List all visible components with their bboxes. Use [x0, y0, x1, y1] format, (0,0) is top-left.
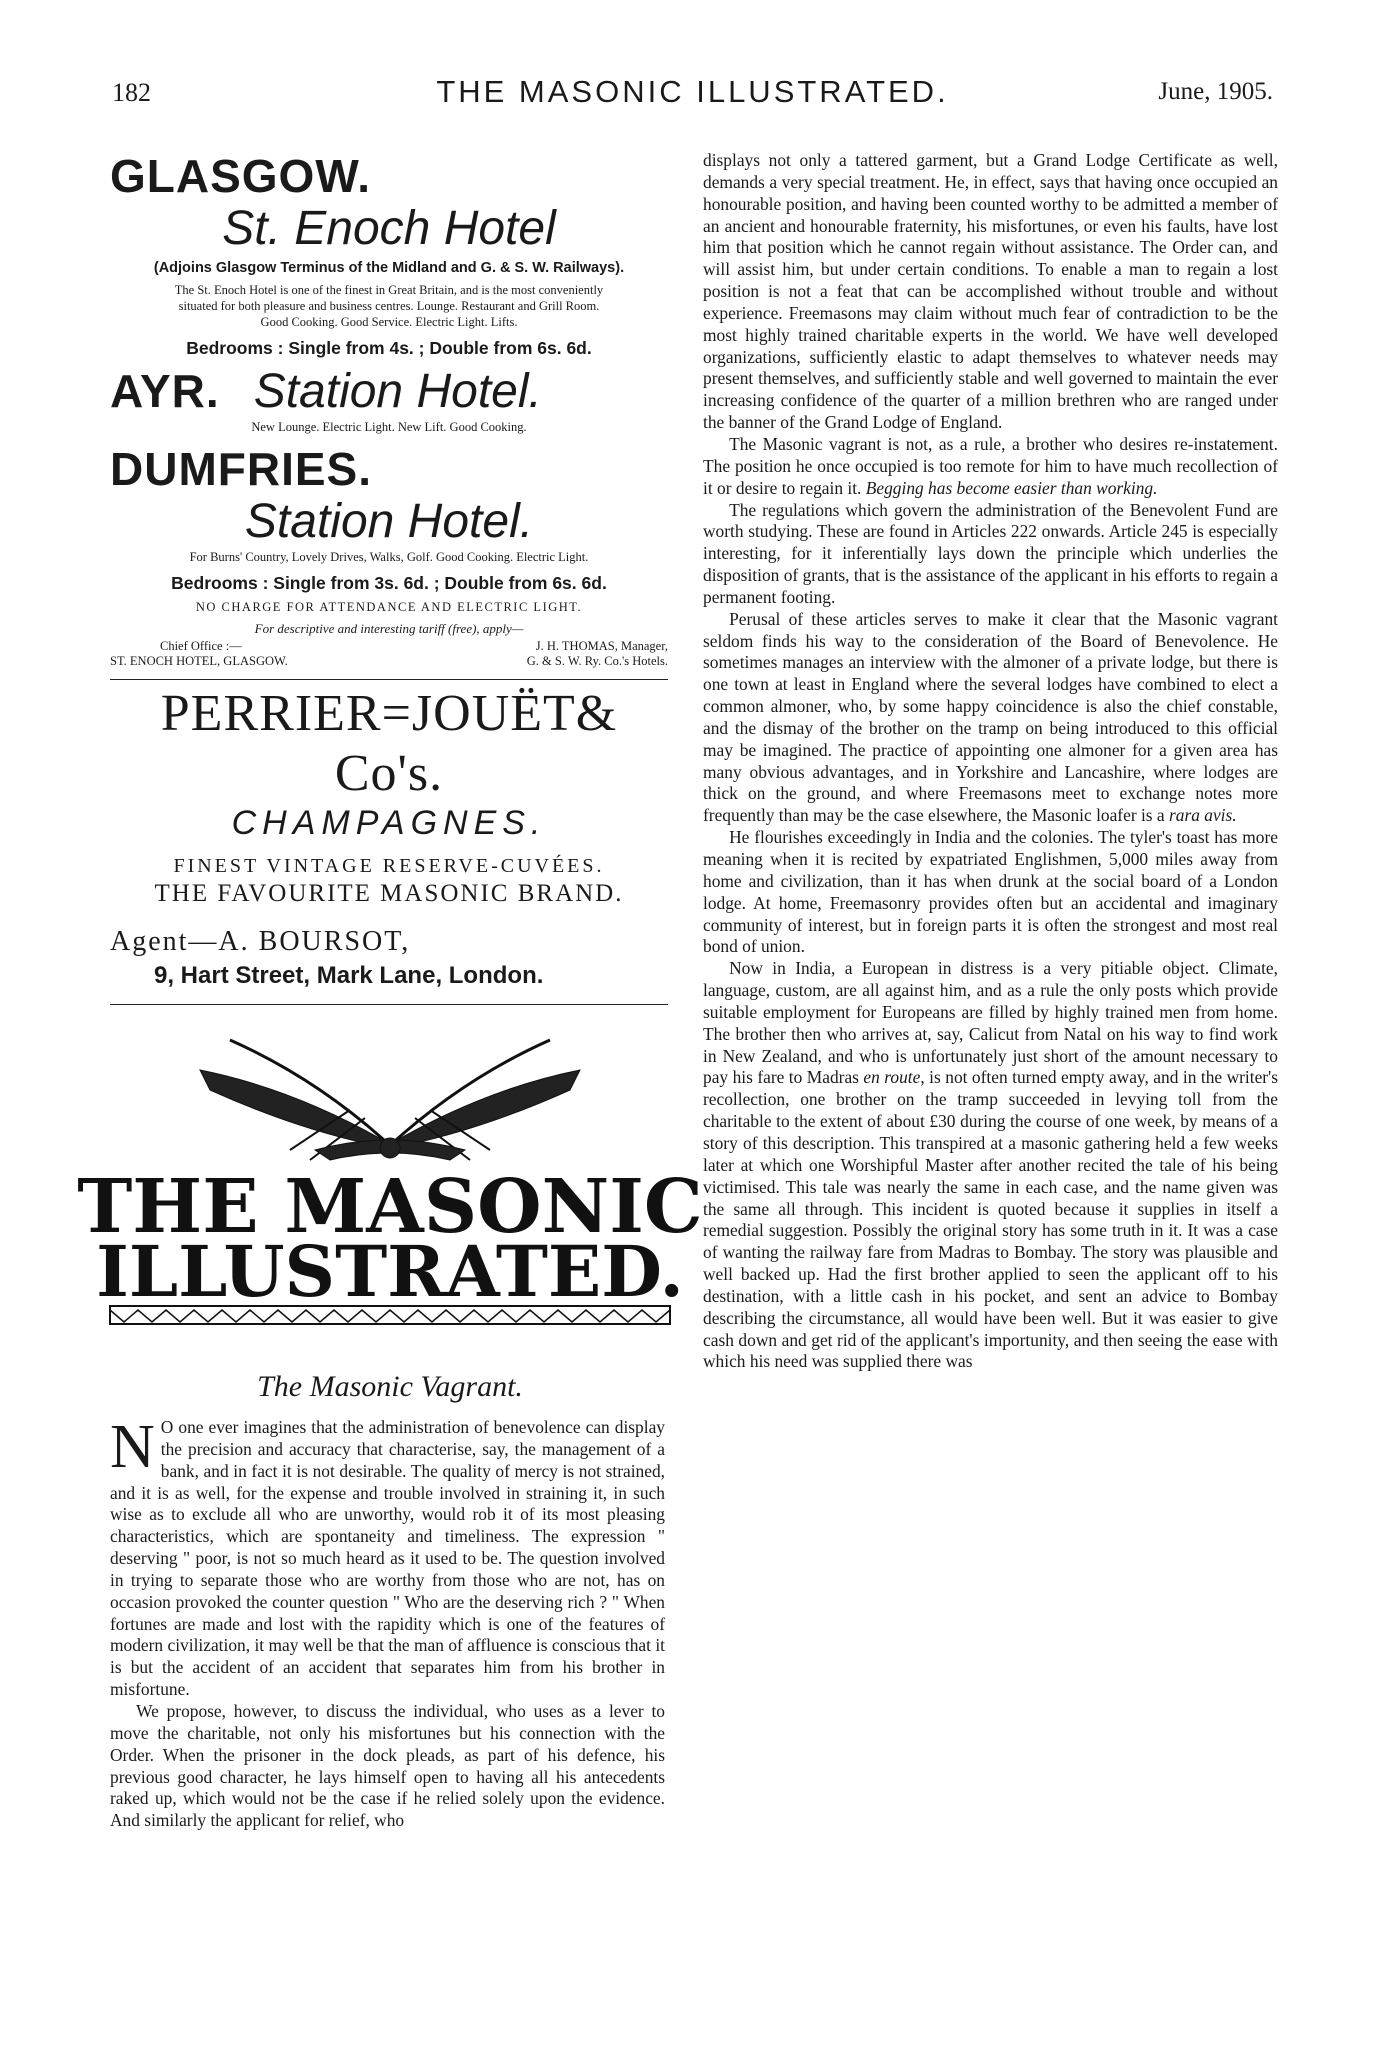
agent-name: Agent—A. BOURSOT,: [110, 926, 411, 957]
dumfries-bedrooms: Bedrooms : Single from 3s. 6d. ; Double from 6s. 6d.: [171, 573, 607, 593]
chief-office: ST. ENOCH HOTEL, GLASGOW.: [110, 654, 288, 668]
article-paragraph: We propose, however, to discuss the individual, who uses as a lever to move the charitable, not only his misfortunes but his connection with the Order. When the prisoner in the dock pleads, as part of his defence, his previous good character, he lays himself open to having all his antecedents raked up, which would not be the case if he relied solely upon the evidence. And similarly the applicant for relief, who: [110, 1700, 665, 1831]
article-paragraph: He flourishes exceedingly in India and the colonies. The tyler's toast has more meaning when it is recited by expatriated Englishmen, 5,000 miles away from home and civilization, than it has when drunk at the social board of a London lodge. At home, Freemasonry provides often but an accidental and imaginary community of interest, but in foreign parts it is often the strongest and most real bond of union.: [703, 827, 1278, 957]
st-enoch-hotel-name: St. Enoch Hotel: [222, 202, 556, 255]
masthead-emblem: [77, 1000, 703, 1330]
manager-company: G. & S. W. Ry. Co.'s Hotels.: [526, 654, 668, 668]
drop-cap: N: [110, 1413, 155, 1481]
adjoins-note: (Adjoins Glasgow Terminus of the Midland and G. & S. W. Railways).: [153, 260, 625, 276]
article-paragraph: The Masonic vagrant is not, as a rule, a brother who desires re-instatement. The position he once occupied is too remote for him to have much recollection of it or desire to regain it. Begging has become easier than working.: [703, 433, 1278, 498]
ayr-hotel-name: Station Hotel.: [253, 365, 542, 418]
glasgow-heading: GLASGOW.: [110, 150, 371, 202]
publication-title: THE MASONIC ILLUSTRATED.: [436, 74, 949, 109]
ayr-heading: AYR.: [110, 365, 220, 417]
masthead-line-2: ILLUSTRATED.: [96, 1230, 684, 1313]
ayr-row: [110, 365, 668, 419]
article-paragraph: displays not only a tattered garment, but a Grand Lodge Certificate as well, demands a very special treatment. He, in effect, says that having once occupied an honourable position, and having been counted worthy to be admitted a member of an ancient and honourable fraternity, his misfortunes, or even his faults, have lost him that position which he cannot regain without assistance. The Order can, and will assist him, but under certain conditions. To enable a man to regain a lost position is not a feat that can be accomplished without trouble and without experience. Freemasons may claim without much fear of contradiction to be the most highly trained charitable experts in the world. We have well developed organizations, sufficiently elastic to adapt themselves to whatever needs may present themselves, and sufficiently stable and well governed to maintain the ever increasing confidence of the quarter of a million brethren who are ranged under the banner of the Grand Lodge of England.: [703, 150, 1278, 433]
glasgow-desc-2: situated for both pleasure and business centres. Lounge. Restaurant and Grill Room.: [178, 299, 600, 313]
tagline-vintage: FINEST VINTAGE RESERVE-CUVÉES.: [173, 855, 605, 877]
running-header: [0, 70, 1385, 110]
article-paragraph: Now in India, a European in distress is a very pitiable object. Climate, language, custom, are all against him, and as a rule the only posts which provide suitable employment for Europeans are filled by highly trained men from home. The brother then who arrives at, say, Calicut from Natal on his way to find work in New Zealand, and who is unfortunately just short of the amount necessary to pay his fare to Madras en route, is not often turned empty away, and in the writer's recollection, one brother on the tramp succeeded in levying toll from the charitable to the extent of about £30 during the course of one week, by means of a story of this description. This transpired at a masonic gathering held a few weeks later at which one Worshipful Master after another recited the tale of his being victimised. This tale was nearly the same in each case, and the name given was the same all through. This incident is quoted because it supplies in itself a remedial suggestion. Possibly the original story has some truth in it. It was a case of wanting the railway fare from Madras to Bombay. The story was plausible and well backed up. Had the first brother applied to seen the applicant off to his destination, with a little cash in his pocket, and sent an advice to Bombay describing the circumstance, all would have been well. But it was easier to give cash down and get rid of the applicant's importunity, and then seeing the ease with which his need was supplied there was: [703, 958, 1278, 1372]
champagne-advert: [110, 684, 668, 1005]
article-paragraph: N O one ever imagines that the administration of benevolence can display the precision and accuracy that characterise, say, the management of a bank, and in fact it is not desirable. The quality of mercy is not strained, and it is as well, for the expense and trouble involved in straining it, in such wise as to exclude all who are unworthy, would rob it of its most pleasing characteristics, which are spontaneity and timeliness. The expression " deserving " poor, is not so much heard as it used to be. The question involved in trying to separate those who are worthy from those who are not, has on occasion provoked the counter question " Who are the deserving rich ? " When fortunes are made and lost with the rapidity which is one of the features of modern civilization, it may well be that the man of affluence is conscious that it is but the accident of an accident that separates him from his brother in misfortune.: [110, 1413, 665, 1700]
no-charge-note: NO CHARGE FOR ATTENDANCE AND ELECTRIC LIGHT.: [195, 600, 583, 614]
ayr-desc: New Lounge. Electric Light. New Lift. Good Cooking.: [251, 420, 527, 434]
divider: [110, 679, 668, 680]
hotel-advert: [110, 150, 668, 680]
champagnes-heading: CHAMPAGNES.: [231, 804, 547, 842]
agent-address: 9, Hart Street, Mark Lane, London.: [154, 962, 544, 989]
perrier-jouet-brand: PERRIER=JOUËT& Co's.: [160, 685, 618, 802]
chief-office-label: Chief Office :—: [160, 639, 242, 653]
manager-name: J. H. THOMAS, Manager,: [535, 639, 668, 653]
quill-pens-icon: [200, 1040, 580, 1160]
glasgow-desc-1: The St. Enoch Hotel is one of the finest in Great Britain, and is the most conveniently: [174, 283, 604, 297]
page-number: 182: [112, 78, 151, 107]
tariff-note: For descriptive and interesting tariff (free), apply—: [254, 621, 524, 636]
article-right-column: [703, 150, 1278, 1373]
article-paragraph: The regulations which govern the administration of the Benevolent Fund are worth studying. These are found in Articles 222 onwards. Article 245 is especially interesting, for it inferentially lays down the principle which underlies the disposition of grants, that is the assistance of the applicant in his efforts to regain a permanent footing.: [703, 499, 1278, 607]
masthead-line-1: THE MASONIC: [77, 1164, 703, 1250]
glasgow-bedrooms: Bedrooms : Single from 4s. ; Double from 6s. 6d.: [186, 338, 592, 358]
dumfries-heading: DUMFRIES.: [110, 443, 372, 495]
dumfries-hotel-name: Station Hotel.: [244, 495, 534, 548]
advertisements: [110, 150, 668, 1009]
issue-date: June, 1905.: [1158, 78, 1273, 105]
glasgow-desc-3: Good Cooking. Good Service. Electric Light. Lifts.: [260, 315, 518, 329]
article-left-column: [110, 1413, 665, 1832]
article-paragraph: Perusal of these articles serves to make it clear that the Masonic vagrant seldom finds his way to the consideration of the Board of Benevolence. He sometimes manages an interview with the almoner of a private lodge, but there is one town at least in England where the several lodges have combined to elect a common almoner, who, by some happy coincidence is also the chief constable, and the dismay of the brother on the tramp on being introduced to this official may be imagined. The practice of appointing one almoner for a given area has many obvious advantages, and in Yorkshire and Lancashire, where lodges are thick on the ground, and where Freemasons meet to exchange notes more frequently than may be the case elsewhere, the Masonic loafer is a rara avis.: [703, 608, 1278, 826]
article-title: The Masonic Vagrant.: [257, 1370, 523, 1403]
tagline-masonic-brand: THE FAVOURITE MASONIC BRAND.: [154, 880, 624, 907]
dumfries-desc: For Burns' Country, Lovely Drives, Walks, Golf. Good Cooking. Electric Light.: [189, 550, 589, 564]
contact-block: [110, 639, 668, 675]
